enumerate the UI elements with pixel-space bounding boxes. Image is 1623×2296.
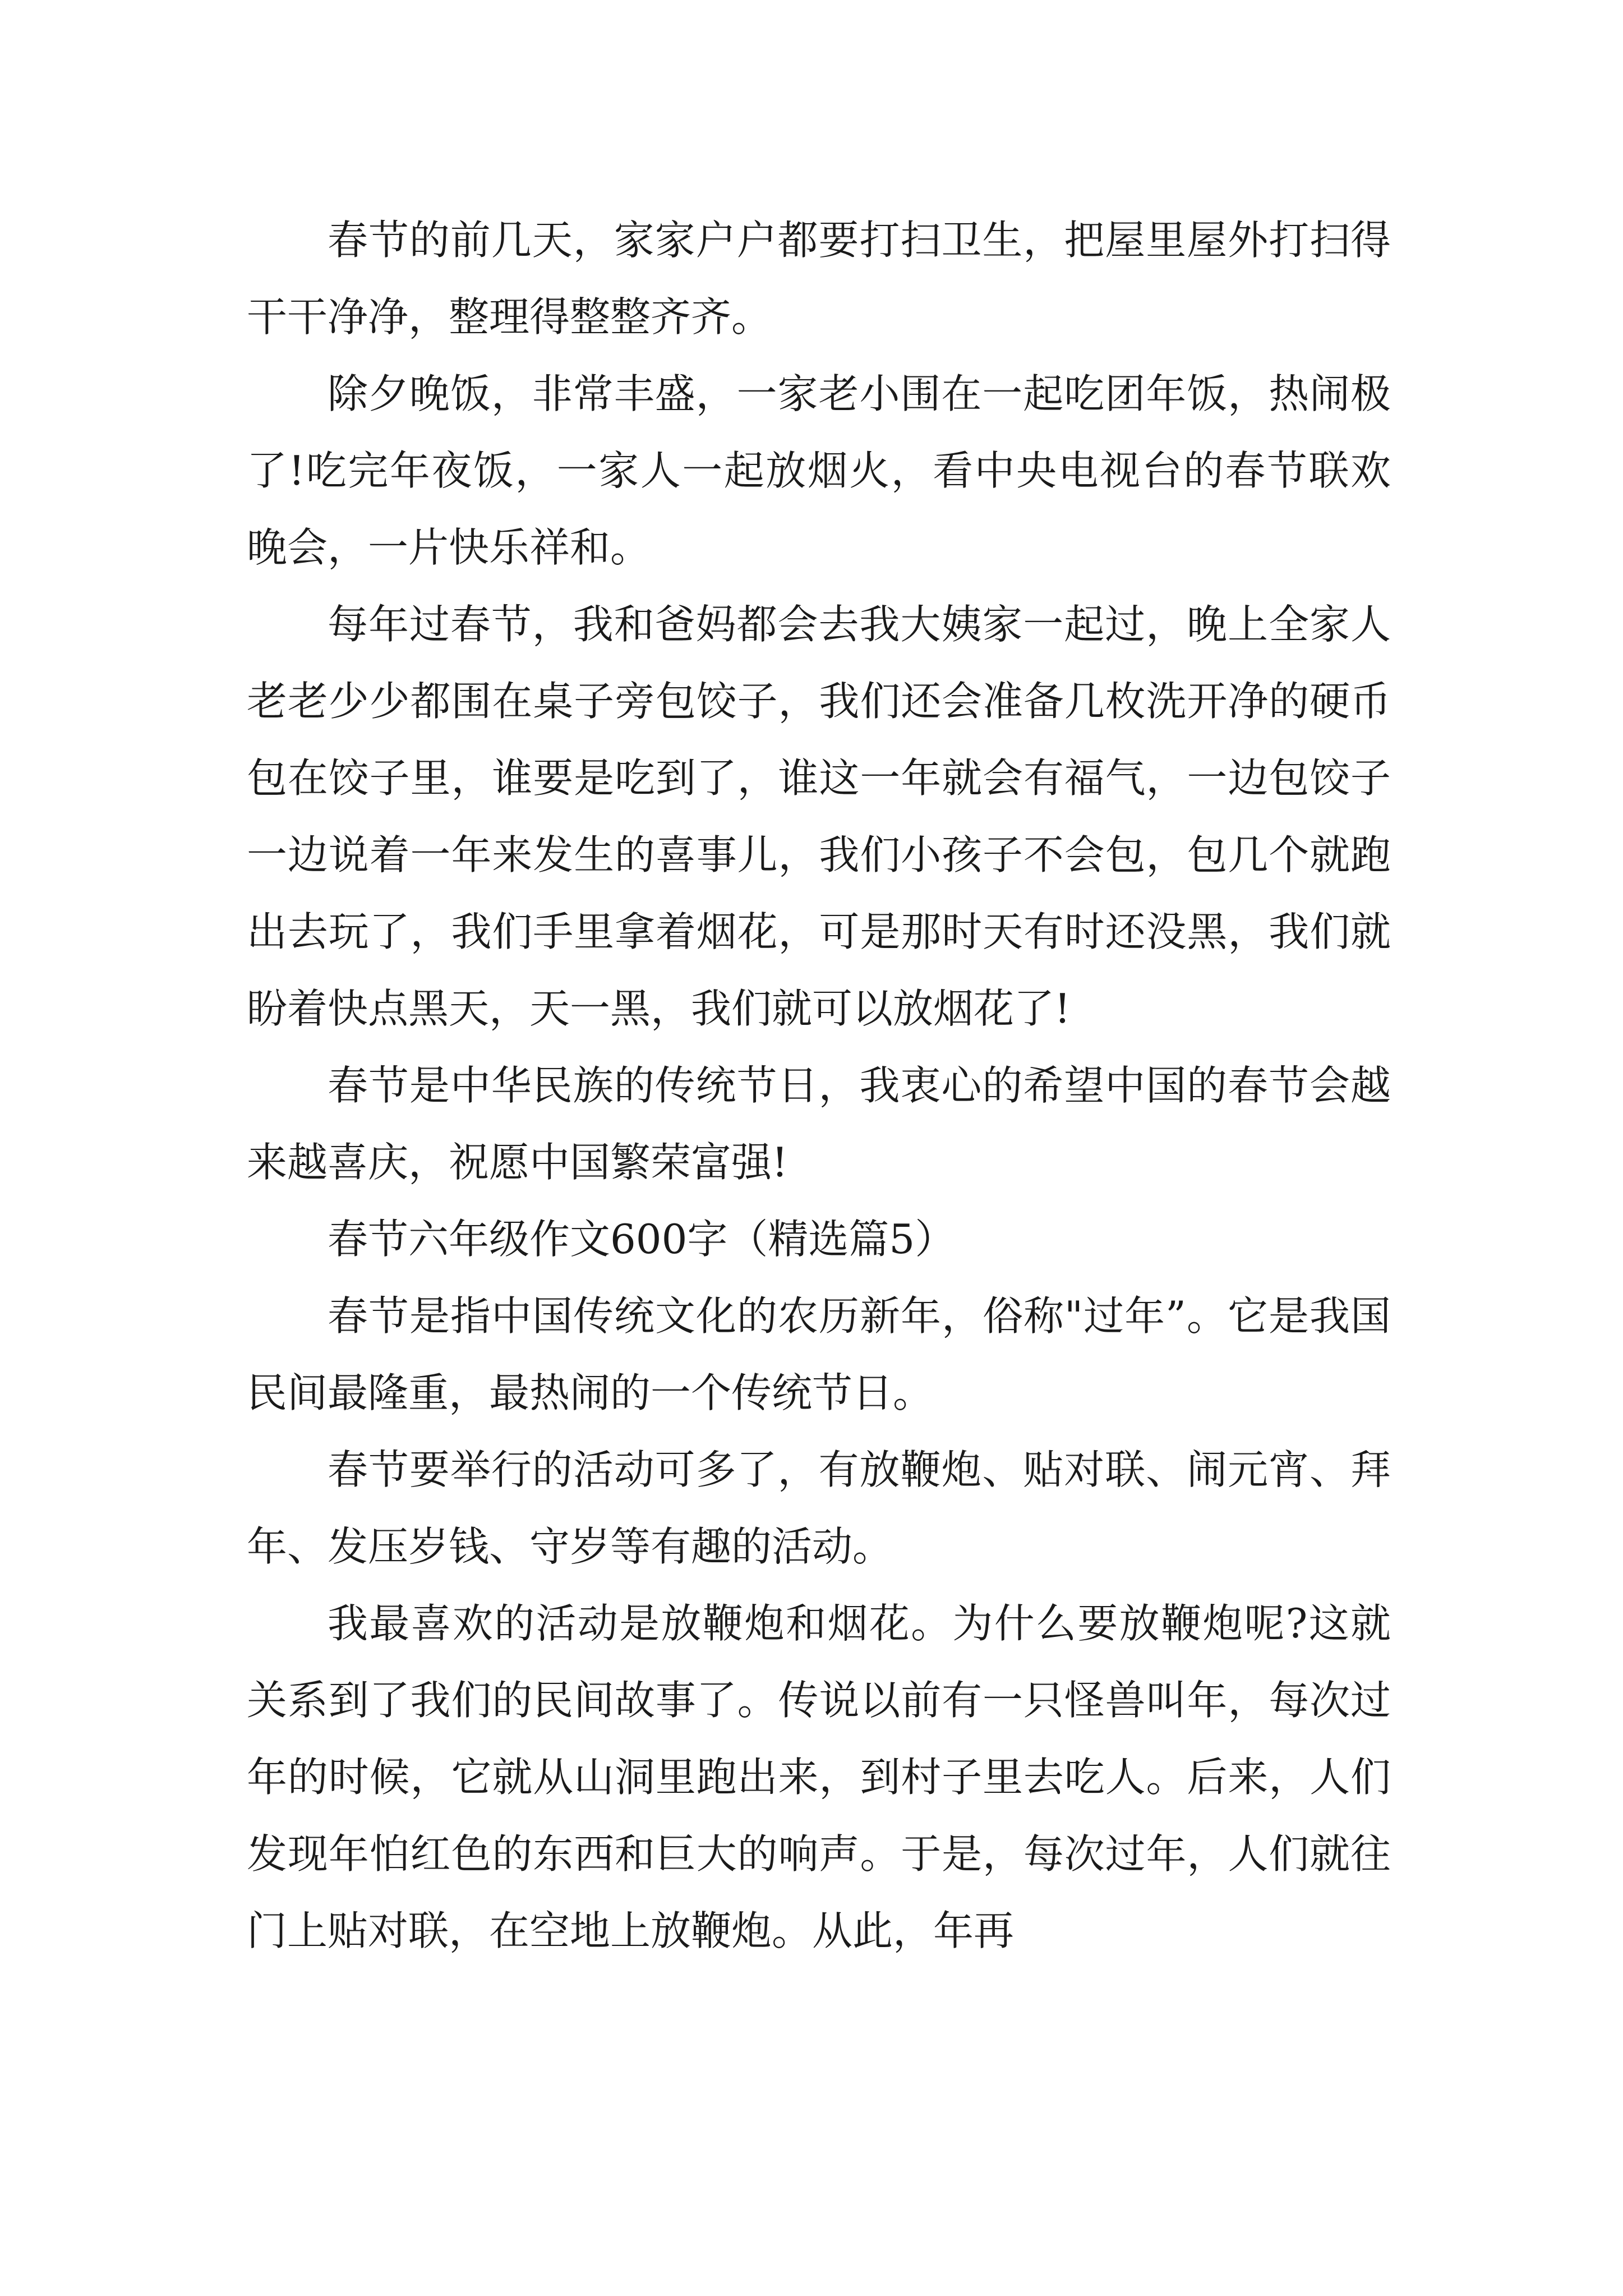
paragraph-intro: 春节是指中国传统文化的农历新年，俗称"过年”。它是我国民间最隆重，最热闹的一个传统节日。 <box>247 1292 1391 1416</box>
section-heading: 春节六年级作文600字（精选篇5） <box>328 1216 956 1263</box>
paragraph-cleaning: 春节的前几天，家家户户都要打扫卫生，把屋里屋外打扫得干干净净，整理得整整齐齐。 <box>247 217 1391 341</box>
paragraph-firecrackers: 我最喜欢的活动是放鞭炮和烟花。为什么要放鞭炮呢?这就关系到了我们的民间故事了。传说以前有一只怪兽叫年，每次过年的时候，它就从山洞里跑出来，到村子里去吃人。后来，人们发现年怕红色的东西和巨大的响声。于是，每次过年，人们就往门上贴对联，在空地上放鞭炮。从此，年再 <box>247 1600 1391 1954</box>
document-body <box>247 202 1391 1970</box>
paragraph-activities: 春节要举行的活动可多了，有放鞭炮、贴对联、闹元宵、拜年、发压岁钱、守岁等有趣的活动。 <box>247 1446 1391 1570</box>
paragraph-new-year-eve-dinner: 除夕晚饭，非常丰盛，一家老小围在一起吃团年饭，热闹极了!吃完年夜饭，一家人一起放烟火，看中央电视台的春节联欢晚会，一片快乐祥和。 <box>247 370 1391 571</box>
paragraph-dumplings: 每年过春节，我和爸妈都会去我大姨家一起过，晚上全家人老老少少都围在桌子旁包饺子，我们还会准备几枚洗开净的硬币包在饺子里，谁要是吃到了，谁这一年就会有福气，一边包饺子一边说着一年来发生的喜事儿，我们小孩子不会包，包几个就跑出去玩了，我们手里拿着烟花，可是那时天有时还没黑，我们就盼着快点黑天，天一黑，我们就可以放烟花了! <box>247 601 1391 1032</box>
paragraph-conclusion: 春节是中华民族的传统节日，我衷心的希望中国的春节会越来越喜庆，祝愿中国繁荣富强! <box>247 1062 1391 1186</box>
